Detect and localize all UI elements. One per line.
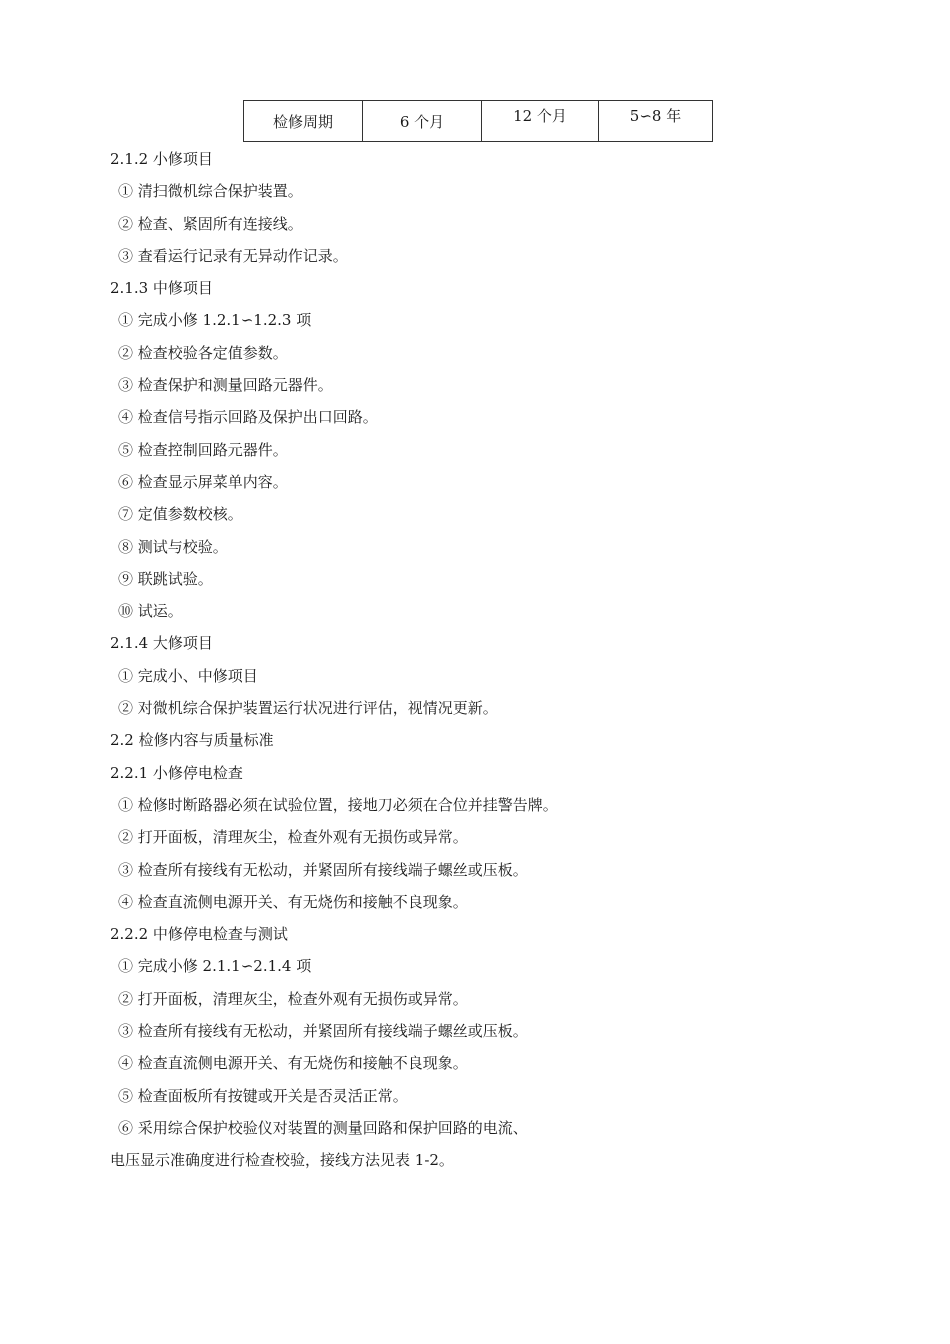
section-heading: 2.1.2 小修项目 xyxy=(110,150,213,168)
list-item: ③ 检查所有接线有无松动，并紧固所有接线端子螺丝或压板。 xyxy=(118,1022,528,1041)
list-item: ① 完成小修 2.1.1∽2.1.4 项 xyxy=(118,957,312,976)
list-item: ① 检修时断路器必须在试验位置，接地刀必须在合位并挂警告牌。 xyxy=(118,795,558,814)
table-row xyxy=(244,101,713,142)
section-heading: 2.2.2 中修停电检查与测试 xyxy=(110,925,288,944)
list-item: ② 检查、紧固所有连接线。 xyxy=(118,214,303,233)
list-item: ② 打开面板，清理灰尘，检查外观有无损伤或异常。 xyxy=(118,828,468,847)
list-item: ⑩ 试运。 xyxy=(118,602,183,621)
list-item: ① 清扫微机综合保护装置。 xyxy=(118,182,303,201)
table-cell-major: 5∽8 年 xyxy=(599,101,713,142)
list-item: ② 检查校验各定值参数。 xyxy=(118,343,288,362)
section-heading: 2.2.1 小修停电检查 xyxy=(110,763,243,782)
table-cell-label: 检修周期 xyxy=(244,101,363,142)
list-item: ④ 检查直流侧电源开关、有无烧伤和接触不良现象。 xyxy=(118,892,468,911)
maintenance-cycle-table xyxy=(243,100,713,142)
document-body xyxy=(110,143,850,1177)
list-item: ② 对微机综合保护装置运行状况进行评估，视情况更新。 xyxy=(118,699,498,718)
list-item: ③ 检查所有接线有无松动，并紧固所有接线端子螺丝或压板。 xyxy=(118,860,528,879)
list-item: ③ 查看运行记录有无异动作记录。 xyxy=(118,246,348,265)
list-item: ② 打开面板，清理灰尘，检查外观有无损伤或异常。 xyxy=(118,989,468,1008)
list-item: ⑤ 检查控制回路元器件。 xyxy=(118,440,288,459)
list-item: ⑦ 定值参数校核。 xyxy=(118,505,243,524)
paragraph-continuation: 电压显示准确度进行检查校验，接线方法见表 1-2。 xyxy=(110,1151,454,1170)
list-item: ③ 检查保护和测量回路元器件。 xyxy=(118,376,333,395)
list-item: ⑤ 检查面板所有按键或开关是否灵活正常。 xyxy=(118,1086,408,1105)
table-cell-medium: 12 个月 xyxy=(482,101,599,142)
section-heading: 2.1.4 大修项目 xyxy=(110,634,213,653)
list-item: ⑥ 采用综合保护校验仪对装置的测量回路和保护回路的电流、 xyxy=(118,1118,528,1137)
list-item: ④ 检查直流侧电源开关、有无烧伤和接触不良现象。 xyxy=(118,1054,468,1073)
list-item: ① 完成小修 1.2.1∽1.2.3 项 xyxy=(118,311,312,330)
list-item: ⑨ 联跳试验。 xyxy=(118,569,213,588)
list-item: ⑧ 测试与校验。 xyxy=(118,537,228,556)
section-heading: 2.1.3 中修项目 xyxy=(110,279,213,298)
list-item: ④ 检查信号指示回路及保护出口回路。 xyxy=(118,408,378,427)
list-item: ⑥ 检查显示屏菜单内容。 xyxy=(118,472,288,491)
list-item: ① 完成小、中修项目 xyxy=(118,666,258,685)
table-cell-minor: 6 个月 xyxy=(363,101,482,142)
section-heading: 2.2 检修内容与质量标准 xyxy=(110,731,274,750)
